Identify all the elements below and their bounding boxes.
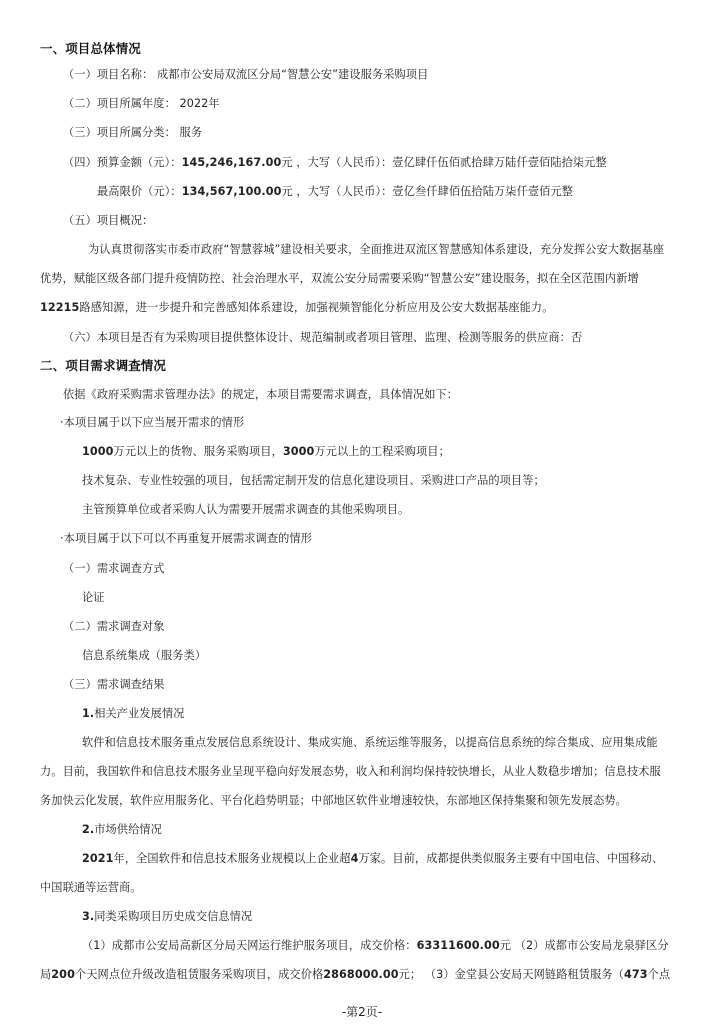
survey-object-label: （二）需求调查对象: [63, 620, 165, 633]
may-skip-survey-title: ·本项目属于以下可以不再重复开展需求调查的情形: [60, 532, 312, 545]
result-3-line2-b: 个天网点位升级改造租赁服务采购项目，成交价格: [74, 968, 324, 981]
result-3-title-text: 同类采购项目历史成交信息情况: [94, 910, 253, 923]
result-3-line2-a: 局: [40, 968, 52, 981]
max-price-line: [97, 184, 573, 200]
result-1-number: 1.: [82, 707, 95, 720]
survey-intro: 依据《政府采购需求管理办法》的规定，本项目需要需求调查，具体情况如下：: [63, 388, 459, 401]
budget-value: 145,246,167.00: [181, 156, 282, 169]
result-1-para-line-3: 务加快云化发展，软件应用服务化、平台化趋势明显；中部地区软件业增速较快，东部地区保持集聚和领先发展态势。: [40, 794, 627, 807]
overview-label: （五）项目概况：: [63, 214, 154, 227]
point-count-200: 200: [51, 968, 75, 981]
amount-3000: 3000: [282, 445, 315, 458]
supplier-question-line: （六）本项目是否有为采购项目提供整体设计、规范编制或者项目管理、监理、检测等服务的供应商：否: [63, 331, 583, 344]
budget-line: [63, 155, 607, 171]
enterprise-count: 4: [350, 852, 359, 865]
result-3-text-a: （1）成都市公安局高新区分局天网运行维护服务项目，成交价格：: [82, 939, 417, 952]
amount-1000: 1000: [82, 445, 114, 458]
section-2-heading: 二、项目需求调查情况: [40, 358, 167, 373]
year-2021: 2021: [82, 852, 114, 865]
survey-method-value: 论证: [82, 591, 105, 604]
max-price-value: 134,567,100.00: [181, 185, 282, 198]
result-2-para-line-2: 中国联通等运营商。: [40, 881, 142, 894]
survey-result-label: （三）需求调查结果: [63, 678, 165, 691]
must-survey-item-1a-text: 万元以上的货物、服务采购项目，: [113, 445, 283, 458]
result-2-title: [82, 822, 162, 838]
overview-para-line-2: 优势，赋能区级各部门提升疫情防控、社会治理水平，双流公安分局需要采购“智慧公安”建设服务，拟在全区范围内新增: [40, 272, 639, 285]
result-1-title-text: 相关产业发展情况: [94, 707, 185, 720]
must-survey-item-1: [82, 444, 450, 460]
result-3-para-line-2: [40, 967, 670, 983]
sensor-count: 12215: [40, 301, 80, 314]
result-3-line2-c: 元； （3）金堂县公安局天网链路租赁服务（: [398, 968, 624, 981]
project-year-line: （二）项目所属年度： 2022年: [63, 97, 220, 110]
budget-label: （四）预算金额（元）：: [63, 156, 182, 169]
overview-para-line-3: [40, 300, 554, 316]
overview-para-line-3-text: 路感知源，进一步提升和完善感知体系建设，加强视频智能化分析应用及公安大数据基座能力。: [79, 301, 554, 314]
result-2-number: 2.: [82, 823, 95, 836]
overview-para-line-1: 为认真贯彻落实市委市政府“智慧蓉城”建设相关要求，全面推进双流区智慧感知体系建设，充分发挥公安大数据基座: [88, 243, 665, 256]
result-3-line2-d: 个点: [647, 968, 671, 981]
survey-method-label: （一）需求调查方式: [63, 562, 165, 575]
page-number: -第2页-: [341, 1005, 383, 1019]
max-price-label: 最高限价（元）：: [97, 185, 182, 198]
result-2-text-a: 年，全国软件和信息技术服务业规模以上企业超: [113, 852, 351, 865]
point-count-473: 473: [623, 968, 648, 981]
result-2-text-b: 万家。目前，成都提供类似服务主要有中国电信、中国移动、: [358, 852, 664, 865]
max-price-caps: 元 ，大写（人民币）：壹亿叁仟肆佰伍拾陆万柒仟壹佰元整: [281, 185, 574, 198]
must-survey-title: ·本项目属于以下应当展开需求的情形: [60, 416, 245, 429]
project-category-line: （三）项目所属分类： 服务: [63, 126, 203, 139]
survey-object-value: 信息系统集成（服务类）: [82, 649, 207, 662]
section-1-heading: 一、项目总体情况: [40, 41, 141, 56]
must-survey-item-3: 主管预算单位或者采购人认为需要开展需求调查的其他采购项目。: [82, 503, 410, 516]
deal-price-2: 2868000.00: [323, 968, 399, 981]
result-1-para-line-1: 软件和信息技术服务重点发展信息系统设计、集成实施、系统运维等服务，以提高信息系统的综合集成、应用集成能: [82, 736, 658, 749]
result-2-para-line-1: [82, 851, 663, 867]
deal-price-1: 63311600.00: [416, 939, 500, 952]
must-survey-item-2: 技术复杂、专业性较强的项目，包括需定制开发的信息化建设项目、采购进口产品的项目等；: [82, 474, 545, 487]
result-3-text-b: 元 （2）成都市公安局龙泉驿区分: [499, 939, 669, 952]
result-3-para-line-1: [82, 938, 669, 954]
result-3-number: 3.: [82, 910, 95, 923]
result-3-title: [82, 909, 252, 925]
result-1-title: [82, 706, 185, 722]
result-1-para-line-2: 力。目前，我国软件和信息技术服务业呈现平稳向好发展态势，收入和利润均保持较快增长，从业人数稳步增加；信息技术服: [40, 765, 661, 778]
budget-caps: 元 ，大写（人民币）：壹亿肆仟伍佰贰拾肆万陆仟壹佰陆拾柒元整: [281, 156, 607, 169]
project-name-line: （一）项目名称： 成都市公安局双流区分局“智慧公安”建设服务采购项目: [63, 68, 429, 81]
must-survey-item-1b-text: 万元以上的工程采购项目；: [314, 445, 450, 458]
result-2-title-text: 市场供给情况: [94, 823, 162, 836]
